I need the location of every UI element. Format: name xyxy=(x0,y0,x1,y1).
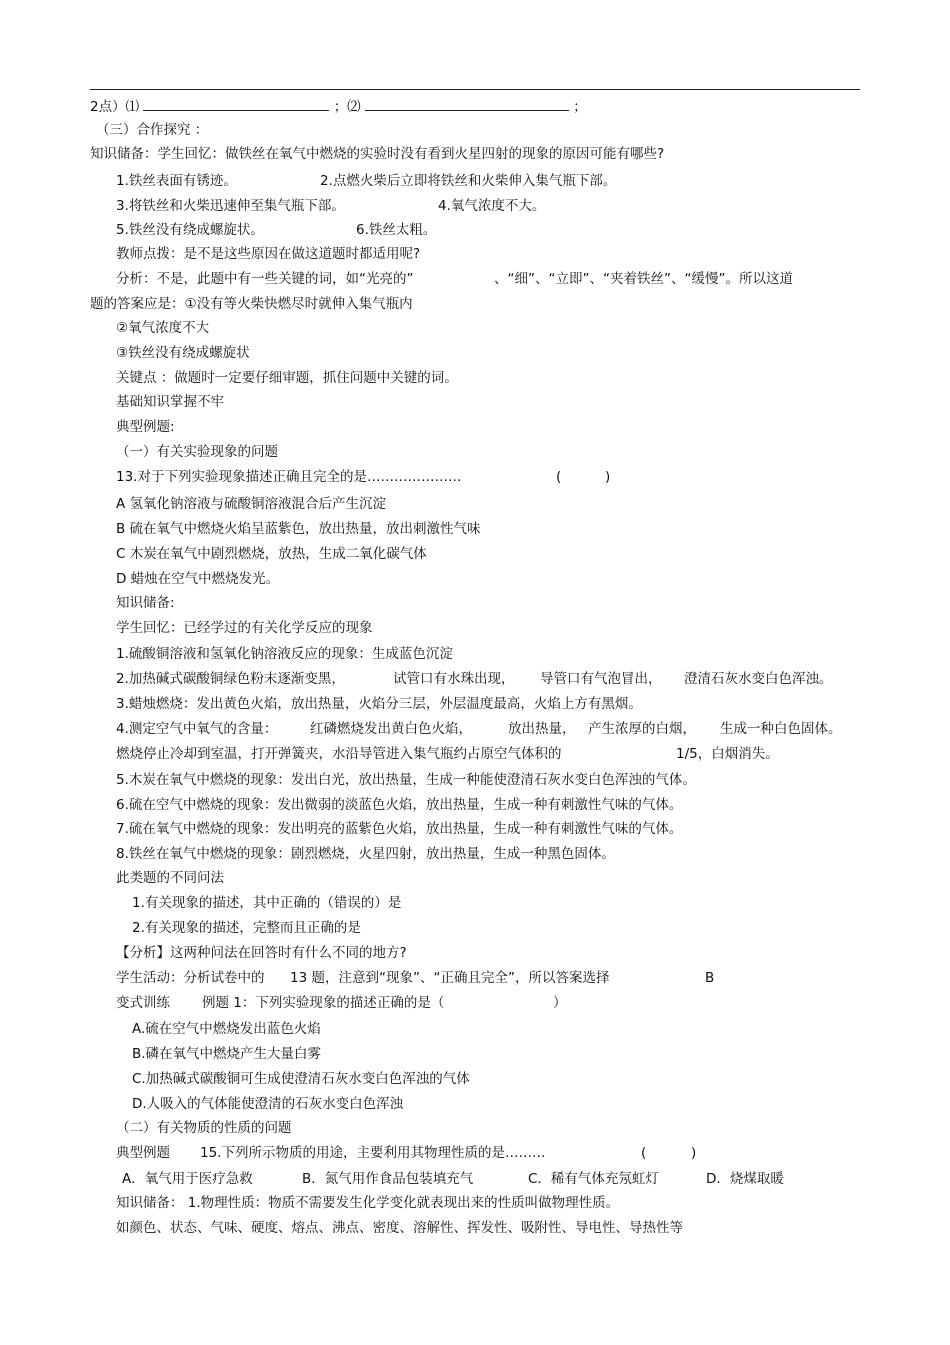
text-line: 变式训练 xyxy=(116,995,170,1011)
list-item: 4.测定空气中氧气的含量： xyxy=(116,721,278,737)
text-line: 学生活动：分析试卷中的 xyxy=(116,970,265,986)
text-line: 基础知识掌握不牢 xyxy=(116,394,224,410)
list-item: 澄清石灰水变白色浑浊。 xyxy=(684,671,833,687)
answer-blank-1[interactable] xyxy=(143,97,329,111)
subsection-heading: （二）有关物质的性质的问题 xyxy=(116,1120,292,1136)
answer-blank-2[interactable] xyxy=(365,97,569,111)
text-line: 知识储备：学生回忆：做铁丝在氧气中燃烧的实验时没有看到火星四射的现象的原因可能有哪些? xyxy=(90,146,665,162)
list-item: 4.氧气浓度不大。 xyxy=(438,198,546,214)
answer-paren-open: ( xyxy=(556,469,562,485)
option-c: C．稀有气体充氖虹灯 xyxy=(528,1171,659,1187)
list-item: 2.点燃火柴后立即将铁丝和火柴伸入集气瓶下部。 xyxy=(320,173,617,189)
option-b: B．氮气用作食品包装填充气 xyxy=(302,1171,474,1187)
option-b: B 硫在氧气中燃烧火焰呈蓝紫色，放出热量，放出刺激性气味 xyxy=(116,521,481,537)
question-13: 13.对于下列实验现象描述正确且完全的是………………… xyxy=(116,469,462,485)
list-item: 5.铁丝没有绕成螺旋状。 xyxy=(116,222,264,238)
text-line: 知识储备: xyxy=(116,595,175,611)
text-line: ②氧气浓度不大 xyxy=(116,320,210,336)
text-line: 学生回忆：已经学过的有关化学反应的现象 xyxy=(116,620,373,636)
list-item: 3.蜡烛燃烧：发出黄色火焰，放出热量，火焰分三层，外层温度最高，火焰上方有黑烟。 xyxy=(116,696,642,712)
text-line: 教师点拨：是不是这些原因在做这道题时都适用呢? xyxy=(116,246,421,262)
list-item: 红磷燃烧发出黄白色火焰， xyxy=(310,721,472,737)
list-item: 5.木炭在氧气中燃烧的现象：发出白光，放出热量，生成一种能使澄清石灰水变白色浑浊的气体。 xyxy=(116,772,696,788)
answer-paren-open: ( xyxy=(641,1145,647,1161)
list-item: 6.硫在空气中燃烧的现象：发出微弱的淡蓝色火焰，放出热量，生成一种有刺激性气味的气体。 xyxy=(116,797,683,813)
answer-paren-close: ) xyxy=(605,469,611,485)
list-item: 放出热量， xyxy=(508,721,576,737)
blank-end: ； xyxy=(573,99,587,115)
list-item: 3.将铁丝和火柴迅速伸至集气瓶下部。 xyxy=(116,198,345,214)
list-item: 产生浓厚的白烟， xyxy=(588,721,696,737)
answer-paren-close: ) xyxy=(691,1145,697,1161)
list-item: 8.铁丝在氧气中燃烧的现象：剧烈燃烧，火星四射，放出热量，生成一种黑色固体。 xyxy=(116,846,615,862)
option-a: A 氢氧化钠溶液与硫酸铜溶液混合后产生沉淀 xyxy=(116,496,387,512)
option-a: A.硫在空气中燃烧发出蓝色火焰 xyxy=(132,1021,321,1037)
text-line: 关键点 ：做题时一定要仔细审题，抓住问题中关键的词。 xyxy=(116,370,458,386)
text-line: 如颜色、状态、气味、硬度、熔点、沸点、密度、溶解性、挥发性、吸附性、导电性、导热性等 xyxy=(116,1220,683,1236)
option-d: D 蜡烛在空气中燃烧发光。 xyxy=(116,571,280,587)
text-line: 此类题的不同问法 xyxy=(116,870,224,886)
list-item: 试管口有水珠出现， xyxy=(393,671,515,687)
option-a: A．氧气用于医疗急救 xyxy=(122,1171,253,1187)
answer-paren-close: ） xyxy=(553,995,567,1011)
top-rule xyxy=(90,89,860,90)
option-d: D．烧煤取暖 xyxy=(706,1171,784,1187)
subsection-heading: （一）有关实验现象的问题 xyxy=(116,444,278,460)
text-line: 题的答案应是：①没有等火柴快燃尽时就伸入集气瓶内 xyxy=(90,296,413,312)
list-item: 导管口有气泡冒出， xyxy=(540,671,662,687)
text-line: 、“细”、“立即”、“夹着铁丝”、“缓慢”。所以这道 xyxy=(494,271,793,287)
option-d: D.人吸入的气体能使澄清的石灰水变白色浑浊 xyxy=(132,1096,404,1112)
list-item: 1/5，白烟消失。 xyxy=(676,746,779,762)
text-line: 13 题，注意到“现象”、“正确且完全”，所以答案选择 xyxy=(290,970,610,986)
option-b: B.磷在氧气中燃烧产生大量白雾 xyxy=(132,1046,322,1062)
option-c: C.加热碱式碳酸铜可生成使澄清石灰水变白色浑浊的气体 xyxy=(132,1071,470,1087)
text-line: 典型例题: xyxy=(116,419,175,435)
list-item: 燃烧停止冷却到室温，打开弹簧夹，水沿导管进入集气瓶约占原空气体积的 xyxy=(116,746,562,762)
list-item: 1.有关现象的描述，其中正确的（错误的）是 xyxy=(132,895,402,911)
section-heading-cooperation: （三）合作探究 ： xyxy=(96,122,209,138)
list-item: 1.硫酸铜溶液和氢氧化钠溶液反应的现象：生成蓝色沉淀 xyxy=(116,646,453,662)
list-item: 1.铁丝表面有锈迹。 xyxy=(116,173,237,189)
answer-choice: B xyxy=(705,970,715,986)
text-line: ③铁丝没有绕成螺旋状 xyxy=(116,345,250,361)
option-c: C 木炭在氧气中剧烈燃烧，放热，生成二氧化碳气体 xyxy=(116,546,427,562)
list-item: 2.加热碱式碳酸铜绿色粉末逐渐变黑， xyxy=(116,671,345,687)
list-item: 6.铁丝太粗。 xyxy=(356,222,437,238)
question-15: 15.下列所示物质的用途，主要利用其物理性质的是……… xyxy=(200,1145,546,1161)
list-item: 7.硫在氧气中燃烧的现象：发出明亮的蓝紫色火焰，放出热量，生成一种有刺激性气味的气体。 xyxy=(116,821,683,837)
answer-blanks-line xyxy=(90,97,587,116)
text-line: 典型例题 xyxy=(116,1145,170,1161)
text-line: 【分析】这两种问法在回答时有什么不同的地方? xyxy=(116,945,407,961)
blank-prefix: 2点）⑴ xyxy=(90,99,140,115)
text-line: 分析：不是，此题中有一些关键的词，如“光亮的” xyxy=(116,271,414,287)
blank-separator: ；⑵ xyxy=(333,99,361,115)
list-item: 生成一种白色固体。 xyxy=(720,721,842,737)
example-1: 例题 1：下列实验现象的描述正确的是（ xyxy=(202,995,445,1011)
text-line: 知识储备： 1.物理性质：物质不需要发生化学变化就表现出来的性质叫做物理性质。 xyxy=(116,1195,620,1211)
list-item: 2.有关现象的描述，完整而且正确的是 xyxy=(132,920,361,936)
